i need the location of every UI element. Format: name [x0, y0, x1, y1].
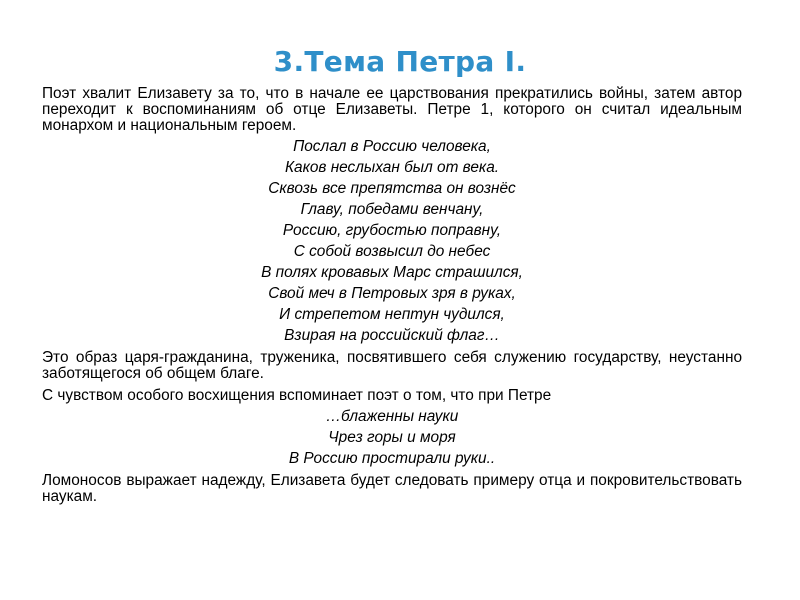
- poem-line: В полях кровавых Марс страшился,: [261, 264, 523, 281]
- intro-paragraph: Поэт хвалит Елизавету за то, что в начале ее царствования прекратились войны, затем автор переходит к воспоминаниям об отце Елизаветы. Петре 1, которого он считал идеальным монархом и национальным героем.: [42, 85, 742, 134]
- paragraph-conclusion: Ломоносов выражает надежду, Елизавета будет следовать примеру отца и покровительствовать наукам.: [42, 472, 742, 505]
- poem-line: Свой меч в Петровых зря в руках,: [268, 285, 516, 302]
- poem-line: С собой возвысил до небес: [293, 243, 491, 260]
- poem-line: Каков неслыхан был от века.: [284, 159, 500, 176]
- poem-excerpt-1: [42, 134, 742, 344]
- paragraph-admiration: С чувством особого восхищения вспоминает поэт о том, что при Петре: [42, 387, 552, 404]
- poem-line: Послал в Россию человека,: [293, 138, 491, 155]
- poem-line: Россию, грубостью поправну,: [282, 222, 502, 239]
- poem-line: Взирая на российский флаг…: [284, 327, 500, 344]
- poem-line: В Россию простирали руки..: [288, 450, 496, 467]
- poem-line: Сквозь все препятства он вознёс: [268, 180, 516, 197]
- slide-title: 3.Тема Петра I.: [273, 45, 527, 78]
- poem-line: Главу, победами венчану,: [300, 201, 484, 218]
- poem-line: И стрепетом нептун чудился,: [279, 306, 505, 323]
- paragraph-tsar-citizen: Это образ царя-гражданина, труженика, посвятившего себя служению государству, неустанно заботящегося об общем благе.: [42, 349, 742, 382]
- poem-line: …блаженны науки: [325, 408, 459, 425]
- slide-body: [42, 86, 742, 505]
- poem-line: Чрез горы и моря: [328, 429, 456, 446]
- poem-excerpt-2: [42, 404, 742, 467]
